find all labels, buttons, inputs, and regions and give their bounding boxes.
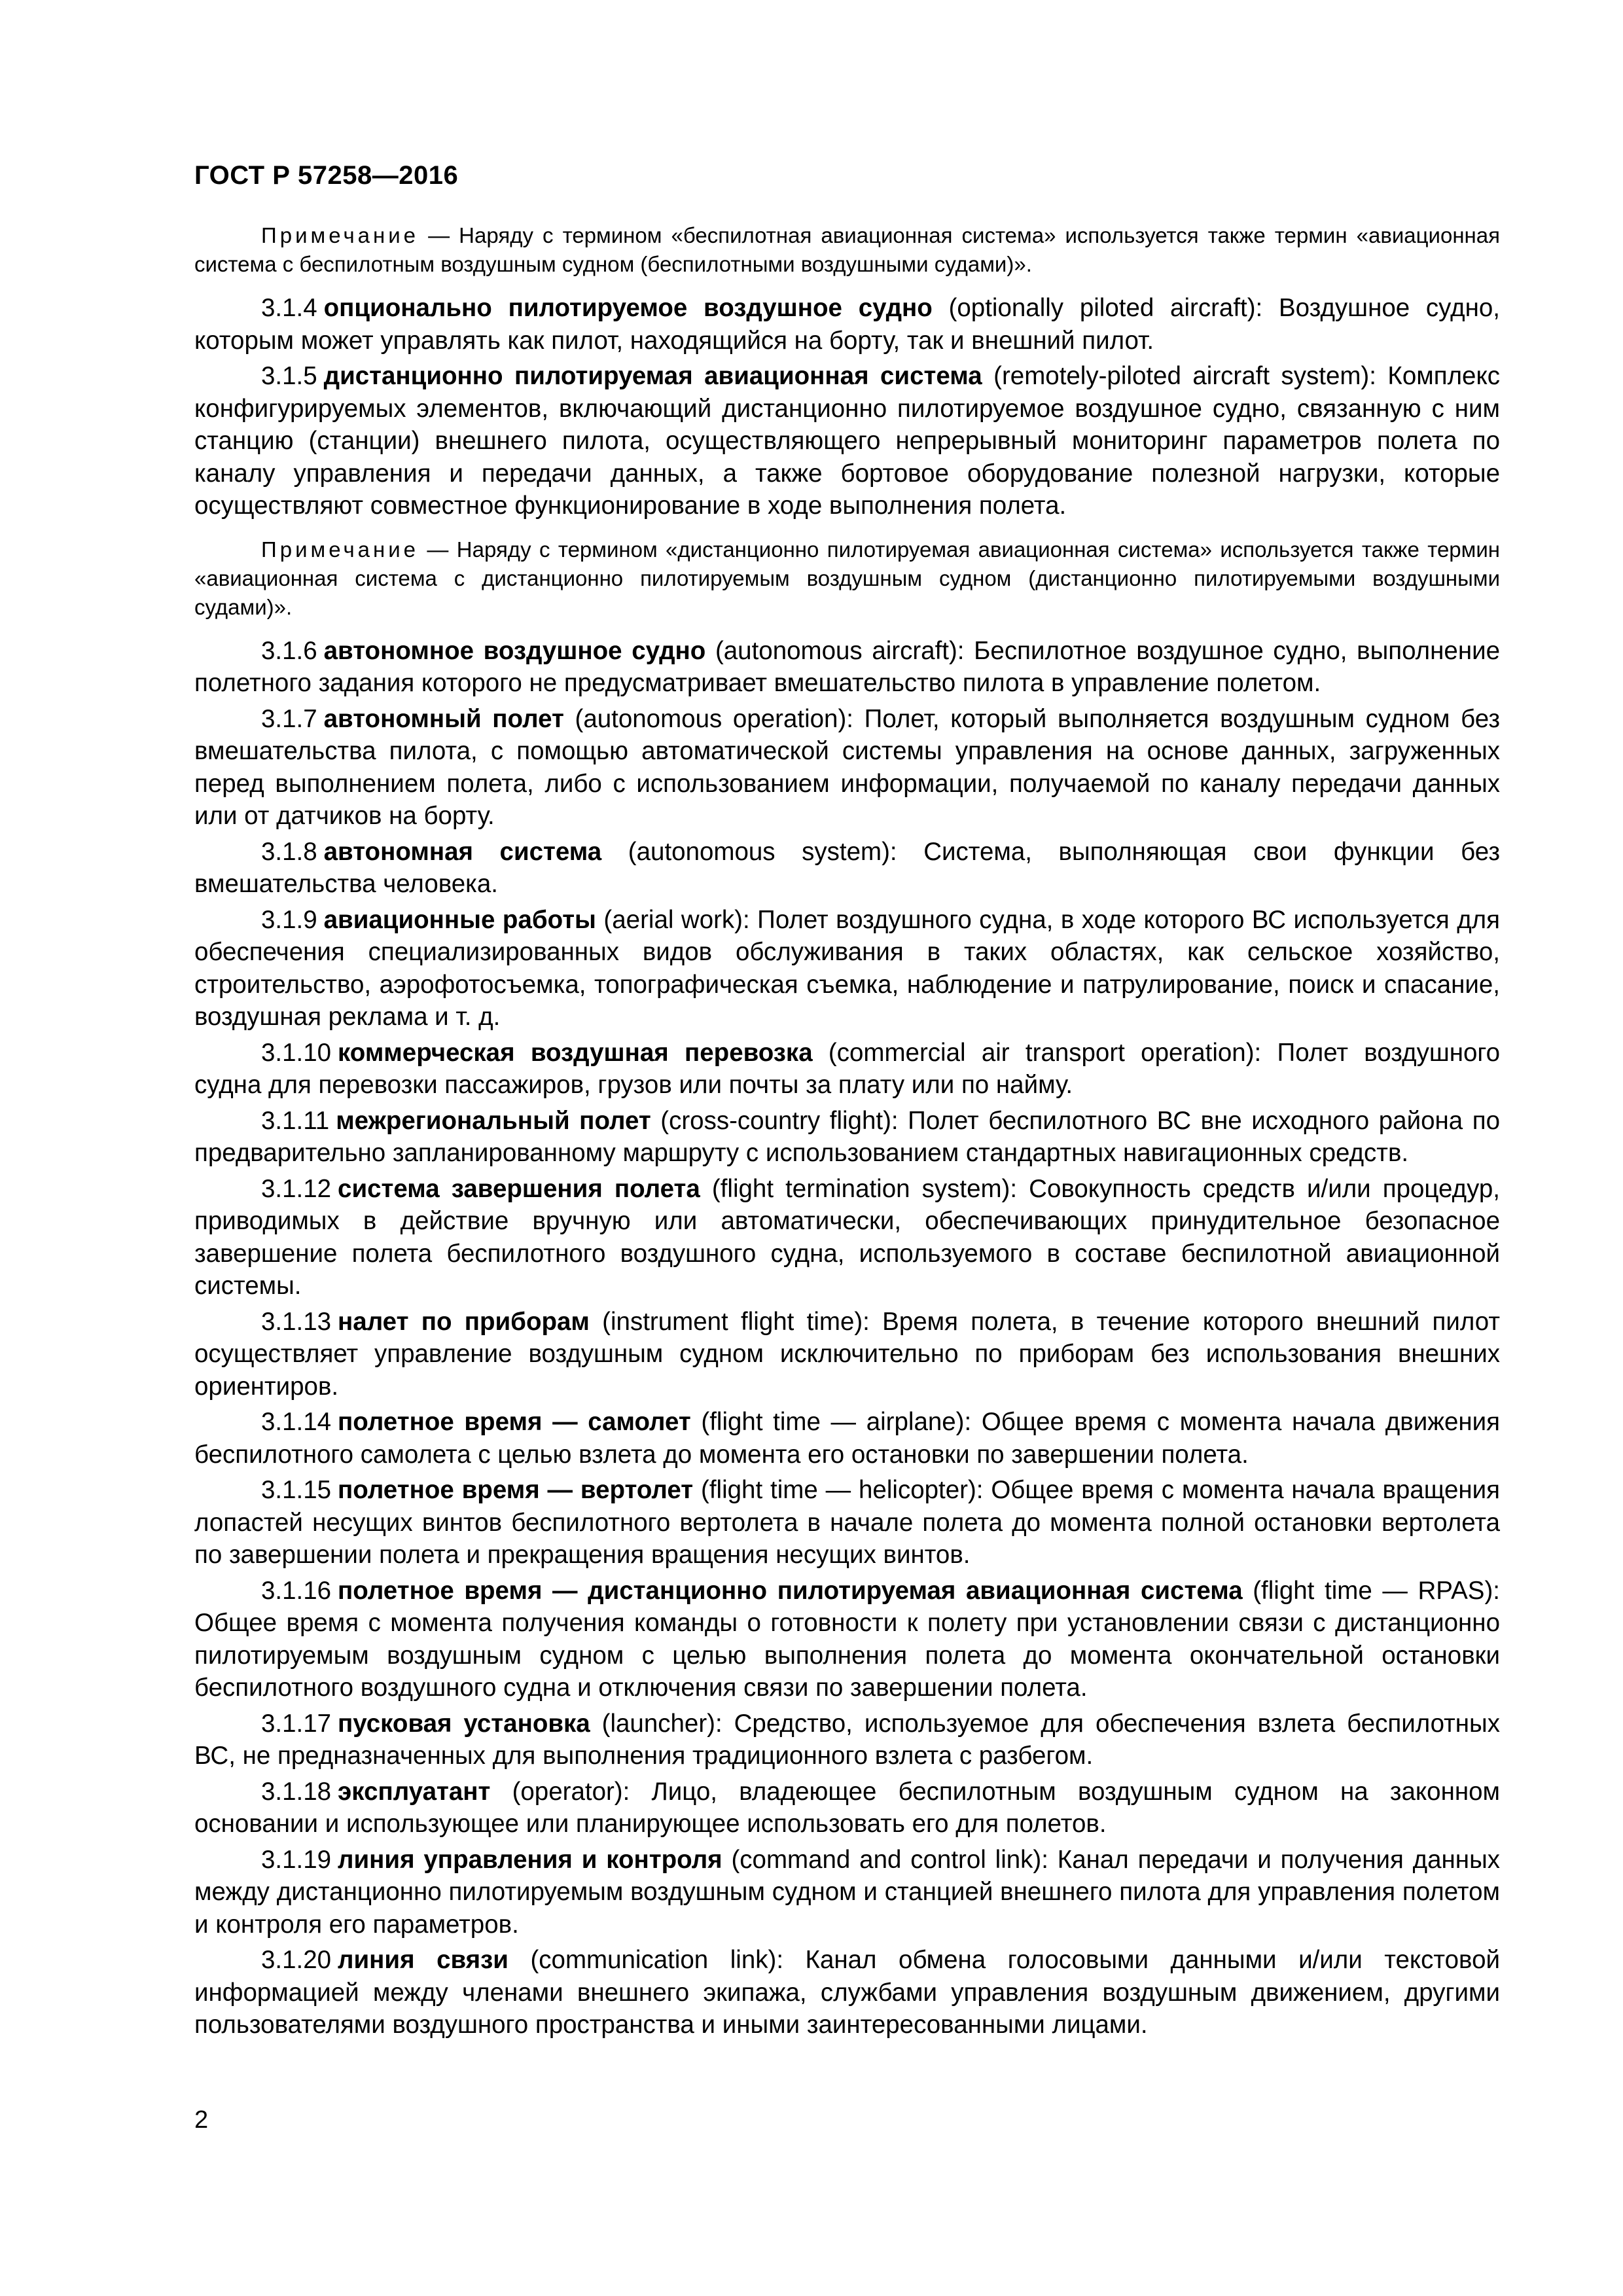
term-number: 3.1.11 <box>261 1106 330 1135</box>
term-text: (optionally piloted aircraft): Воздушное судно, которым может управлять как пилот, находящийся на борту, так и внешний пилот. <box>194 294 1500 355</box>
note-text: — Наряду с термином «беспилотная авиационная система» используется также термин «авиационная система с беспилотным воздушным судном (беспилотными воздушными судами)». <box>194 223 1500 276</box>
term-definition <box>194 1105 1500 1170</box>
term-number: 3.1.19 <box>261 1845 332 1874</box>
term-definition <box>194 1944 1500 2041</box>
term-title: пусковая установка <box>338 1709 590 1738</box>
term-title: межрегиональный полет <box>336 1106 651 1135</box>
term-title: полетное время — дистанционно пилотируемая авиационная система <box>338 1576 1243 1605</box>
term-number: 3.1.4 <box>261 294 317 322</box>
term-text: (commercial air transport operation): Полет воздушного судна для перевозки пассажиров, грузов или почты за плату или по найму. <box>194 1038 1500 1099</box>
term-title: налет по приборам <box>338 1307 590 1336</box>
document-body <box>194 221 1500 2045</box>
note-text: — Наряду с термином «дистанционно пилотируемая авиационная система» используется также термин «авиационная система с дистанционно пилотируемым воздушным судном (дистанционно пилотируемыми воздушными судами)». <box>194 537 1500 619</box>
term-text: (cross-country flight): Полет беспилотного ВС вне исходного района по предварительно запланированному маршруту с использованием стандартных навигационных средств. <box>194 1106 1500 1167</box>
term-definition <box>194 904 1500 1033</box>
term-title: автономное воздушное судно <box>323 636 706 665</box>
term-title: эксплуатант <box>338 1777 491 1806</box>
term-number: 3.1.12 <box>261 1174 332 1203</box>
term-title: опционально пилотируемое воздушное судно <box>323 294 933 322</box>
term-text: (instrument flight time): Время полета, в течение которого внешний пилот осуществляет управление воздушным судном исключительно по приборам без использования внешних ориентиров. <box>194 1307 1501 1401</box>
term-number: 3.1.18 <box>261 1777 332 1806</box>
note-paragraph <box>194 221 1500 279</box>
term-number: 3.1.15 <box>261 1476 332 1504</box>
term-number: 3.1.17 <box>261 1709 332 1738</box>
term-title: система завершения полета <box>338 1174 700 1203</box>
note-label: Примечание <box>261 223 419 247</box>
document-header: ГОСТ Р 57258—2016 <box>194 161 459 190</box>
note-paragraph <box>194 535 1500 622</box>
term-text: (aerial work): Полет воздушного судна, в ходе которого ВС используется для обеспечения специализированных видов обслуживания в таких областях, как сельское хозяйство, строительство, аэрофотосъемка, топографическая съемка, наблюдение и патрулирование, поиск и спасание, воздушная реклама и т. д. <box>194 905 1500 1031</box>
term-definition <box>194 292 1500 357</box>
term-number: 3.1.6 <box>261 636 317 665</box>
term-text: (autonomous aircraft): Беспилотное воздушное судно, выполнение полетного задания которого не предусматривает вмешательство пилота в управление полетом. <box>194 636 1500 697</box>
term-title: полетное время — вертолет <box>338 1476 694 1504</box>
term-number: 3.1.8 <box>261 837 317 866</box>
term-definition <box>194 1776 1500 1840</box>
term-title: линия управления и контроля <box>338 1845 722 1874</box>
term-definition <box>194 1575 1500 1704</box>
term-text: (operator): Лицо, владеющее беспилотным воздушным судном на законном основании и использующее или планирующее использовать его для полетов. <box>194 1777 1500 1838</box>
term-definition <box>194 703 1500 833</box>
term-text: (flight time — RPAS): Общее время с момента получения команды о готовности к полету при установлении связи с дистанционно пилотируемым воздушным судном с целью выполнения полета до момента окончательной остановки беспилотного воздушного судна и отключения связи по завершении полета. <box>194 1576 1500 1702</box>
page-number: 2 <box>194 2106 209 2134</box>
term-definition <box>194 1306 1500 1403</box>
term-title: дистанционно пилотируемая авиационная система <box>323 362 982 390</box>
term-number: 3.1.13 <box>261 1307 332 1336</box>
term-text: (flight termination system): Совокупность средств и/или процедур, приводимых в действие вручную или автоматически, обеспечивающих принудительное безопасное завершение полета беспилотного воздушного судна, используемого в составе беспилотной авиационной системы. <box>194 1174 1500 1300</box>
term-title: полетное время — самолет <box>338 1408 691 1436</box>
term-text: (autonomous system): Система, выполняющая свои функции без вмешательства человека. <box>194 837 1500 898</box>
term-definition <box>194 635 1500 700</box>
term-definition <box>194 1406 1500 1471</box>
term-title: коммерческая воздушная перевозка <box>338 1038 813 1067</box>
term-text: (launcher): Средство, используемое для обеспечения взлета беспилотных ВС, не предназначенных для выполнения традиционного взлета с разбегом. <box>194 1709 1500 1770</box>
term-text: (command and control link): Канал передачи и получения данных между дистанционно пилотируемым воздушным судном и станцией внешнего пилота для управления полетом и контроля его параметров. <box>194 1845 1500 1939</box>
term-text: (flight time — airplane): Общее время с момента начала движения беспилотного самолета с целью взлета до момента его остановки по завершении полета. <box>194 1408 1500 1469</box>
term-title: автономная система <box>323 837 602 866</box>
term-definition <box>194 1844 1500 1941</box>
term-text: (autonomous operation): Полет, который выполняется воздушным судном без вмешательства пилота, с помощью автоматической системы управления на основе данных, загруженных перед выполнением полета, либо с использованием информации, получаемой по каналу передачи данных или от датчиков на борту. <box>194 704 1500 830</box>
term-title: авиационные работы <box>323 905 596 934</box>
term-number: 3.1.20 <box>261 1946 332 1974</box>
term-text: (communication link): Канал обмена голосовыми данными и/или текстовой информацией между членами внешнего экипажа, службами управления воздушным движением, другими пользователями воздушного пространства и иными заинтересованными лицами. <box>194 1946 1500 2039</box>
term-definition <box>194 1708 1500 1772</box>
term-text: (remotely-piloted aircraft system): Комплекс конфигурируемых элементов, включающий дистанционно пилотируемое воздушное судно, связанную с ним станцию (станции) внешнего пилота, осуществляющего непрерывный мониторинг параметров полета по каналу управления и передачи данных, а также бортовое оборудование полезной нагрузки, которые осуществляют совместное функционирование в ходе выполнения полета. <box>194 362 1500 520</box>
term-definition <box>194 360 1500 522</box>
term-title: автономный полет <box>323 704 564 733</box>
term-definition <box>194 1037 1500 1102</box>
term-number: 3.1.10 <box>261 1038 332 1067</box>
term-number: 3.1.14 <box>261 1408 332 1436</box>
term-definition <box>194 1474 1500 1571</box>
term-number: 3.1.5 <box>261 362 317 390</box>
term-number: 3.1.9 <box>261 905 317 934</box>
term-number: 3.1.16 <box>261 1576 332 1605</box>
term-definition <box>194 836 1500 901</box>
term-text: (flight time — helicopter): Общее время с момента начала вращения лопастей несущих винтов беспилотного вертолета в начале полета до момента полной остановки вертолета по завершении полета и прекращения вращения несущих винтов. <box>194 1476 1500 1569</box>
term-title: линия связи <box>338 1946 508 1974</box>
term-number: 3.1.7 <box>261 704 317 733</box>
note-label: Примечание <box>261 537 419 562</box>
term-definition <box>194 1173 1500 1302</box>
